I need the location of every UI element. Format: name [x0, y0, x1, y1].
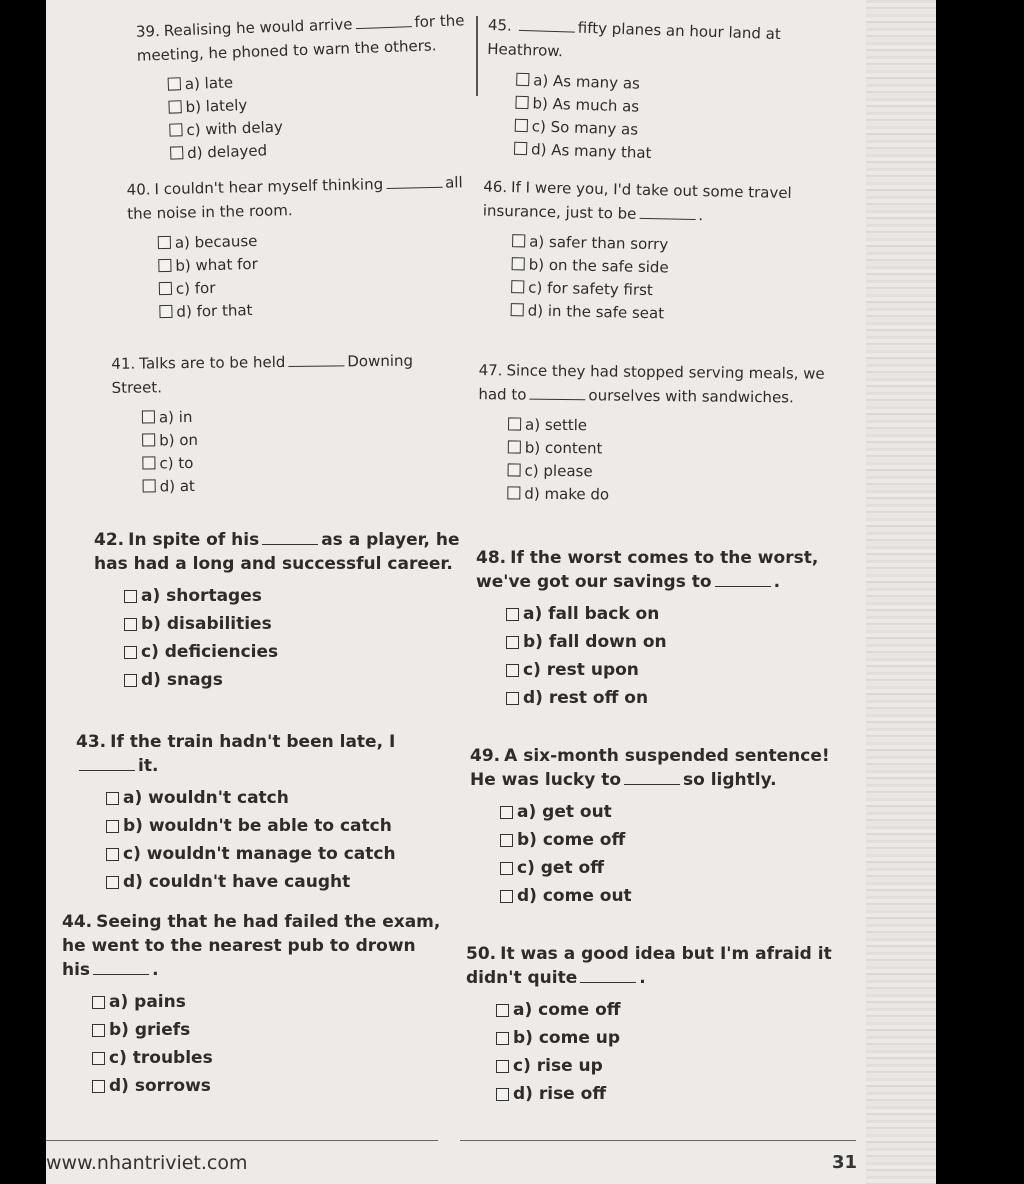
stem-text-after: Downing Street. [111, 351, 414, 397]
stem-text-after: . [152, 960, 159, 980]
answer-option[interactable] [506, 628, 846, 656]
option-label: a) come off [513, 1000, 621, 1020]
answer-option[interactable] [496, 1052, 856, 1080]
question-stem [126, 170, 467, 226]
question-number: 40. [126, 180, 151, 199]
option-label: d) sorrows [109, 1076, 211, 1096]
checkbox-icon[interactable] [124, 618, 137, 631]
answer-option[interactable] [124, 610, 464, 638]
option-label: d) snags [141, 670, 223, 690]
column-divider [476, 16, 478, 96]
stem-text-after: all the noise in the room. [127, 173, 463, 223]
option-list [158, 224, 470, 323]
option-label: b) what for [175, 254, 258, 275]
option-label: c) wouldn't manage to catch [123, 844, 396, 864]
checkbox-icon[interactable] [159, 305, 172, 318]
checkbox-icon[interactable] [159, 282, 172, 295]
checkbox-icon[interactable] [514, 142, 527, 155]
option-label: d) couldn't have caught [123, 872, 351, 892]
question-number: 44. [62, 912, 93, 932]
stem-text-after: . [639, 968, 646, 988]
stem-text-before: If I were you, I'd take out some travel insurance, just to be [482, 178, 792, 223]
option-label: b) on [159, 430, 199, 449]
answer-option[interactable] [92, 1016, 442, 1044]
question-number: 49. [470, 746, 501, 766]
stem-text-before: If the train hadn't been late, I [110, 732, 396, 752]
checkbox-icon[interactable] [511, 303, 524, 316]
option-label: a) late [184, 72, 234, 93]
checkbox-icon[interactable] [106, 820, 119, 833]
stem-text-after: . [698, 206, 704, 225]
stem-text-before: A six-month suspended sentence! He was lucky to [470, 746, 830, 790]
question-stem [478, 358, 838, 410]
answer-blank[interactable] [93, 974, 149, 975]
answer-option[interactable] [124, 666, 464, 694]
checkbox-icon[interactable] [92, 1052, 105, 1065]
stem-text-before: Seeing that he had failed the exam, he went to the nearest pub to drown his [62, 912, 441, 980]
answer-option[interactable] [142, 425, 462, 451]
answer-blank[interactable] [356, 26, 412, 29]
answer-option[interactable] [508, 435, 838, 461]
option-label: c) rest upon [523, 660, 639, 680]
option-label: c) get off [517, 858, 604, 878]
checkbox-icon[interactable] [508, 463, 521, 476]
checkbox-icon[interactable] [124, 674, 137, 687]
answer-blank[interactable] [529, 399, 585, 401]
option-label: d) at [159, 476, 195, 495]
option-label: b) lately [185, 95, 248, 116]
answer-option[interactable] [142, 402, 462, 428]
question-50 [466, 942, 856, 1108]
question-stem [470, 744, 850, 792]
checkbox-icon[interactable] [496, 1088, 509, 1101]
checkbox-icon[interactable] [169, 123, 182, 136]
question-number: 43. [76, 732, 107, 752]
checkbox-icon[interactable] [92, 996, 105, 1009]
answer-option[interactable] [506, 600, 846, 628]
question-41 [111, 348, 463, 498]
answer-option[interactable] [106, 812, 456, 840]
stem-text-before: Since they had stopped serving meals, we had to [478, 361, 825, 404]
option-label: b) griefs [109, 1020, 191, 1040]
answer-option[interactable] [124, 582, 464, 610]
option-label: a) fall back on [523, 604, 660, 624]
checkbox-icon[interactable] [506, 692, 519, 705]
answer-option[interactable] [506, 684, 846, 712]
option-label: b) content [524, 438, 603, 457]
option-list [514, 68, 817, 169]
option-list [496, 996, 856, 1108]
option-label: d) make do [524, 484, 610, 503]
option-list [124, 582, 464, 694]
option-label: c) So many as [531, 116, 639, 139]
option-label: a) safer than sorry [528, 232, 669, 253]
answer-option[interactable] [92, 1072, 442, 1100]
answer-option[interactable] [496, 1080, 856, 1108]
page-number: 31 [832, 1152, 858, 1173]
option-label: c) deficiencies [141, 642, 279, 662]
option-label: a) pains [109, 992, 186, 1012]
answer-option[interactable] [106, 840, 456, 868]
question-48 [476, 546, 846, 712]
option-label: d) rest off on [523, 688, 649, 708]
checkbox-icon[interactable] [124, 590, 137, 603]
checkbox-icon[interactable] [511, 280, 524, 293]
option-label: c) troubles [109, 1048, 213, 1068]
answer-option[interactable] [500, 826, 850, 854]
checkbox-icon[interactable] [500, 806, 513, 819]
stem-text-before: In spite of his [128, 530, 260, 550]
checkbox-icon[interactable] [515, 119, 528, 132]
answer-blank[interactable] [386, 187, 442, 189]
question-46 [481, 175, 814, 328]
option-label: b) on the safe side [528, 255, 669, 276]
option-label: c) please [524, 461, 593, 480]
stem-text-after: . [773, 572, 781, 592]
stem-text-before: Realising he would arrive [163, 15, 353, 40]
answer-option[interactable] [500, 882, 850, 910]
question-number: 46. [483, 177, 508, 197]
checkbox-icon[interactable] [507, 486, 520, 499]
checkbox-icon[interactable] [106, 792, 119, 805]
option-list [506, 600, 846, 712]
option-label: d) come out [517, 886, 632, 906]
checkbox-icon[interactable] [142, 410, 155, 423]
question-stem [62, 910, 442, 982]
checkbox-icon[interactable] [142, 433, 155, 446]
option-label: b) come up [513, 1028, 621, 1048]
answer-option[interactable] [92, 988, 442, 1016]
answer-option[interactable] [124, 638, 464, 666]
answer-option[interactable] [142, 448, 462, 474]
option-list [500, 798, 850, 910]
option-list [142, 402, 463, 497]
question-43 [76, 730, 456, 896]
checkbox-icon[interactable] [106, 876, 119, 889]
stem-text-before [516, 17, 517, 35]
option-label: c) to [159, 453, 194, 472]
checkbox-icon[interactable] [92, 1080, 105, 1093]
question-stem [487, 13, 818, 71]
option-label: c) rise up [513, 1056, 603, 1076]
textbook-page [46, 0, 936, 1184]
question-44 [62, 910, 442, 1100]
question-number: 41. [111, 354, 136, 373]
option-label: d) rise off [513, 1084, 607, 1104]
option-label: c) for safety first [528, 278, 654, 299]
answer-blank[interactable] [262, 544, 318, 545]
answer-blank[interactable] [580, 982, 636, 983]
answer-option[interactable] [143, 471, 463, 497]
question-stem [94, 528, 464, 576]
question-40 [126, 170, 469, 324]
question-stem [476, 546, 846, 594]
option-label: d) in the safe seat [527, 301, 665, 322]
stem-text-before: Talks are to be held [139, 353, 286, 373]
stem-text-after: it. [138, 756, 159, 776]
stem-text-after: so lightly. [683, 770, 777, 790]
option-label: b) come off [517, 830, 626, 850]
checkbox-icon[interactable] [506, 664, 519, 677]
checkbox-icon[interactable] [512, 257, 525, 270]
checkbox-icon[interactable] [506, 636, 519, 649]
footer-rule-left [46, 1140, 438, 1141]
answer-blank[interactable] [79, 770, 135, 771]
question-39 [136, 8, 471, 165]
stem-text-before: I couldn't hear myself thinking [154, 175, 384, 199]
checkbox-icon[interactable] [143, 479, 156, 492]
checkbox-icon[interactable] [500, 890, 513, 903]
question-47 [477, 358, 839, 508]
checkbox-icon[interactable] [496, 1004, 509, 1017]
footer-rule-right [460, 1140, 856, 1141]
answer-option[interactable] [106, 868, 456, 896]
question-number: 48. [476, 548, 507, 568]
answer-option[interactable] [506, 656, 846, 684]
option-label: a) shortages [141, 586, 262, 606]
option-label: a) because [174, 231, 258, 252]
checkbox-icon[interactable] [170, 146, 183, 159]
option-label: b) As much as [532, 93, 640, 116]
option-label: c) for [175, 278, 216, 298]
answer-blank[interactable] [288, 365, 344, 367]
answer-blank[interactable] [624, 784, 680, 785]
answer-option[interactable] [500, 798, 850, 826]
option-label: b) disabilities [141, 614, 272, 634]
option-label: a) As many as [533, 70, 641, 93]
answer-blank[interactable] [519, 30, 575, 33]
option-label: a) in [158, 407, 193, 426]
option-label: b) wouldn't be able to catch [123, 816, 392, 836]
answer-option[interactable] [496, 996, 856, 1024]
checkbox-icon[interactable] [496, 1060, 509, 1073]
checkbox-icon[interactable] [515, 96, 528, 109]
answer-option[interactable] [511, 298, 811, 327]
stem-text-after: fifty planes an hour land at Heathrow. [486, 18, 782, 61]
checkbox-icon[interactable] [516, 73, 529, 86]
answer-option[interactable] [500, 854, 850, 882]
stem-text-before: If the worst comes to the worst, we've got our savings to [476, 548, 819, 592]
option-list [507, 412, 838, 507]
stem-text-after: for the meeting, he phoned to warn the others. [136, 11, 465, 65]
option-list [511, 229, 813, 327]
option-label: d) As many that [530, 139, 652, 162]
checkbox-icon[interactable] [512, 234, 525, 247]
question-42 [94, 528, 464, 694]
option-label: a) settle [524, 415, 588, 434]
checkbox-icon[interactable] [124, 646, 137, 659]
checkbox-icon[interactable] [168, 100, 181, 113]
checkbox-icon[interactable] [142, 456, 155, 469]
question-stem [483, 175, 814, 230]
option-label: d) delayed [186, 140, 268, 162]
question-number: 39. [135, 21, 161, 41]
checkbox-icon[interactable] [500, 862, 513, 875]
option-label: c) with delay [186, 117, 284, 139]
checkbox-icon[interactable] [158, 259, 171, 272]
option-label: d) for that [176, 300, 253, 321]
question-number: 47. [478, 361, 503, 380]
question-stem [466, 942, 856, 990]
answer-option[interactable] [106, 784, 456, 812]
question-45 [484, 13, 818, 169]
answer-blank[interactable] [715, 586, 771, 587]
stem-text-before: It was a good idea but I'm afraid it didn't quite [466, 944, 832, 988]
checkbox-icon[interactable] [496, 1032, 509, 1045]
stem-text-after: ourselves with sandwiches. [588, 386, 794, 407]
checkbox-icon[interactable] [158, 236, 171, 249]
footer-url[interactable]: www.nhantriviet.com [46, 1152, 248, 1174]
option-list [106, 784, 456, 896]
stem-text-after: as a player, he has had a long and successful career. [94, 530, 460, 574]
checkbox-icon[interactable] [500, 834, 513, 847]
option-label: a) get out [517, 802, 612, 822]
question-stem [111, 348, 461, 400]
question-number: 50. [466, 944, 497, 964]
question-stem [76, 730, 456, 778]
question-49 [470, 744, 850, 910]
option-list [92, 988, 442, 1100]
answer-option[interactable] [507, 458, 837, 484]
question-number: 42. [94, 530, 125, 550]
answer-option[interactable] [496, 1024, 856, 1052]
checkbox-icon[interactable] [506, 608, 519, 621]
option-list [167, 62, 470, 164]
option-label: b) fall down on [523, 632, 667, 652]
checkbox-icon[interactable] [106, 848, 119, 861]
answer-option[interactable] [508, 412, 838, 438]
question-stem [136, 8, 467, 67]
answer-blank[interactable] [639, 218, 695, 220]
option-label: a) wouldn't catch [123, 788, 289, 808]
checkbox-icon[interactable] [168, 77, 181, 90]
checkbox-icon[interactable] [508, 417, 521, 430]
checkbox-icon[interactable] [508, 440, 521, 453]
answer-option[interactable] [507, 481, 837, 507]
question-number: 45. [487, 15, 513, 35]
answer-option[interactable] [92, 1044, 442, 1072]
checkbox-icon[interactable] [92, 1024, 105, 1037]
